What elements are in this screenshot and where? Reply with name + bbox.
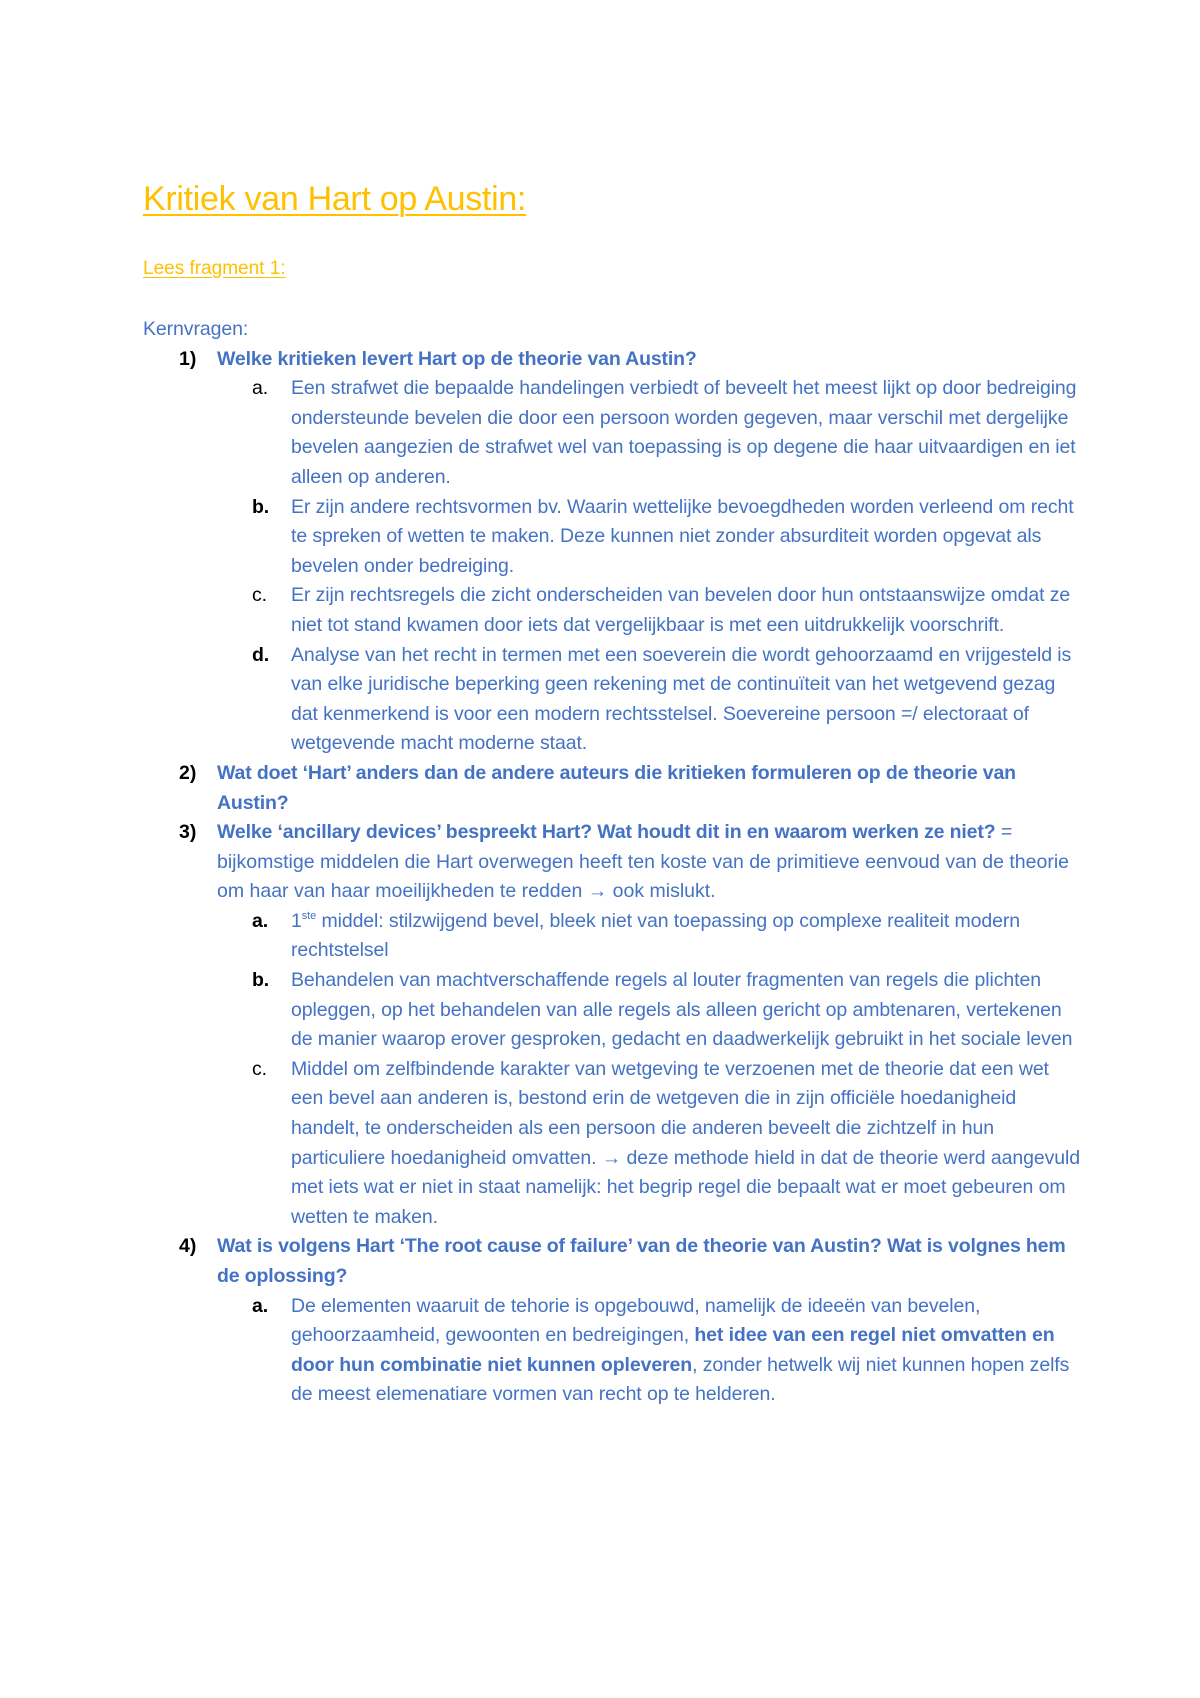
question-list <box>143 345 1083 1410</box>
answer-text: Middel om zelfbindende karakter van wetgeving te verzoenen met de theorie dat een wet een bevel aan anderen is, bestond erin de wetgeven die in zijn officiële hoedanigheid handelt, te onderscheiden als een persoon die anderen beveelt die zichtzelf in hun particuliere hoedanigheid omvatten. → deze methode hield in dat de theorie werd aangevuld met iets wat er niet in staat namelijk: het begrip regel die bepaalt wat er moet gebeuren om wetten te maken. <box>291 1057 1080 1228</box>
question-number: 2) <box>179 761 197 784</box>
answer-list <box>217 907 1083 1233</box>
document-title: Kritiek van Hart op Austin: <box>143 180 527 218</box>
answer-item <box>217 581 1083 640</box>
answer-text: Behandelen van machtverschaffende regels al louter fragmenten van regels die plichten opleggen, op het behandelen van alle regels als alleen gericht op ambtenaren, vertekenen de manier waarop erover gesproken, gedacht en daadwerkelijk gebruikt in het sociale leven <box>291 969 1073 1051</box>
answer-item <box>217 493 1083 582</box>
question-number: 4) <box>179 1235 197 1258</box>
answer-marker: a. <box>252 909 269 932</box>
question-item-2 <box>143 759 1083 818</box>
document-content <box>143 315 1083 1410</box>
answer-text: Er zijn andere rechtsvormen bv. Waarin wettelijke bevoegdheden worden verleend om recht te spreken of wetten te maken. Deze kunnen niet zonder absurditeit worden opgevat als bevelen onder bedreiging. <box>291 495 1074 577</box>
answer-text: , zonder hetwelk wij niet kunnen hopen zelfs de meest elemenatiare vormen van recht op te helderen. <box>291 1353 1070 1406</box>
question-text: Welke kritieken levert Hart op de theorie van Austin? <box>217 347 697 370</box>
section-label: Kernvragen: <box>143 318 249 340</box>
answer-marker: b. <box>252 969 270 992</box>
answer-marker: c. <box>252 584 267 607</box>
answer-ordinal: 1 <box>291 909 302 932</box>
question-text: Wat doet ‘Hart’ anders dan de andere auteurs die kritieken formuleren op de theorie van Austin? <box>217 761 1016 814</box>
answer-item <box>217 907 1083 966</box>
answer-item <box>217 1292 1083 1410</box>
answer-ordinal-suffix: ste <box>301 909 317 922</box>
answer-marker: a. <box>252 377 269 400</box>
question-text: Wat is volgens Hart ‘The root cause of failure’ van de theorie van Austin? Wat is volgnes hem de oplossing? <box>217 1235 1066 1287</box>
answer-item <box>217 374 1083 492</box>
answer-list <box>217 1292 1083 1410</box>
question-number: 3) <box>179 821 197 844</box>
question-item-1 <box>143 345 1083 759</box>
answer-marker: c. <box>252 1057 267 1080</box>
answer-text-emphasis: het idee van een regel niet omvatten en door hun combinatie niet kunnen opleveren <box>291 1324 1055 1376</box>
answer-item <box>217 1055 1083 1233</box>
answer-marker: b. <box>252 495 270 518</box>
question-text: Welke ‘ancillary devices’ bespreekt Hart? Wat houdt dit in en waarom werken ze niet? <box>217 821 996 844</box>
document-subtitle: Lees fragment 1: <box>143 258 286 279</box>
question-item-3 <box>143 818 1083 1232</box>
answer-marker: d. <box>252 643 270 666</box>
answer-marker: a. <box>252 1294 269 1317</box>
answer-text: middel: stilzwijgend bevel, bleek niet van toepassing op complexe realiteit modern rechtstelsel <box>291 909 1020 962</box>
answer-list <box>217 374 1083 759</box>
question-answer-inline: = bijkomstige middelen die Hart overwegen heeft ten koste van de primitieve eenvoud van de theorie om haar van haar moeilijkheden te redden → ook mislukt. <box>217 821 1070 903</box>
answer-text: Er zijn rechtsregels die zicht onderscheiden van bevelen door hun ontstaanswijze omdat ze niet tot stand kwamen door iets dat vergelijkbaar is met een uitdrukkelijk voorschrift. <box>291 584 1071 636</box>
answer-item <box>217 966 1083 1055</box>
question-item-4 <box>143 1232 1083 1410</box>
answer-text: De elementen waaruit de tehorie is opgebouwd, namelijk de ideeën van bevelen, gehoorzaamheid, gewoonten en bedreigingen, <box>291 1294 981 1347</box>
answer-text: Een strafwet die bepaalde handelingen verbiedt of beveelt het meest lijkt op door bedreiging ondersteunde bevelen die door een persoon worden gegeven, maar verschil met dergelijke bevelen aangezien de strafwet wel van toepassing is op degene die haar uitvaardigen en iet alleen op anderen. <box>291 377 1077 488</box>
answer-text: Analyse van het recht in termen met een soeverein die wordt gehoorzaamd en vrijgesteld is van elke juridische beperking geen rekening met de continuïteit van het wetgevend gezag dat kenmerkend is voor een modern rechtsstelsel. Soevereine persoon =/ electoraat of wetgevende macht moderne staat. <box>291 643 1072 755</box>
question-number: 1) <box>179 347 197 370</box>
answer-item <box>217 641 1083 759</box>
